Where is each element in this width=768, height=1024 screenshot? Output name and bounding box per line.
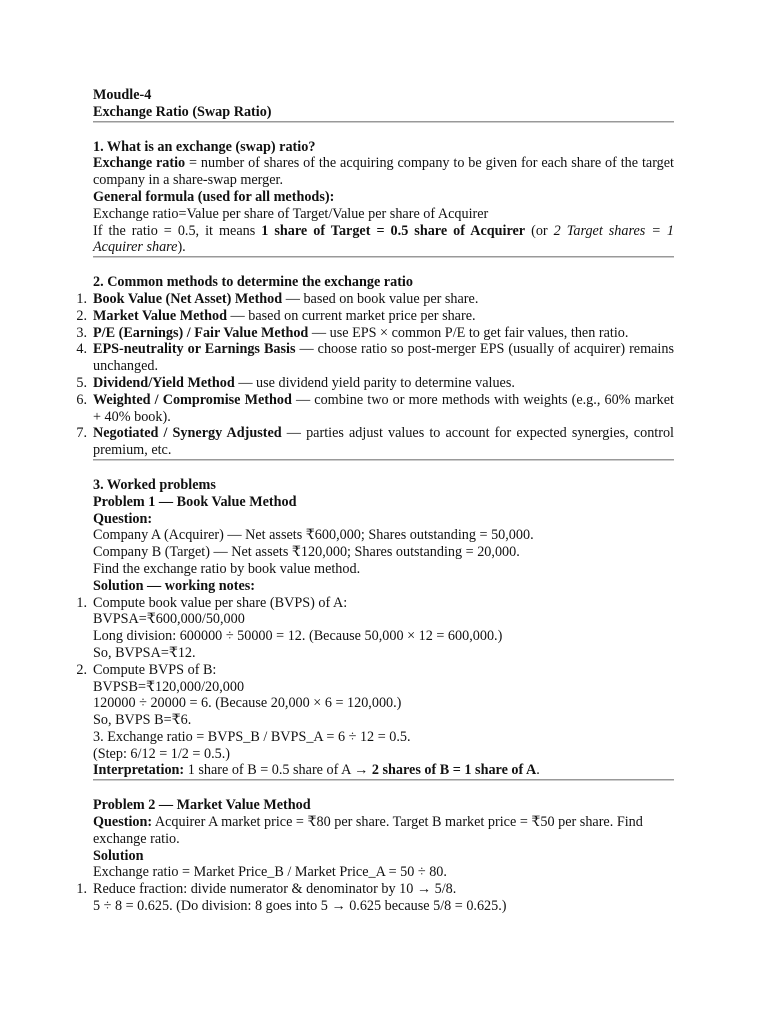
solution-text: 0.625 because 5/8 = 0.625.): [345, 898, 507, 915]
interpretation-label: Interpretation:: [93, 762, 185, 779]
divider: [93, 256, 674, 258]
list-number: 4.: [76, 341, 87, 358]
problem-2-question-label: Question:: [93, 814, 153, 831]
method-desc: — choose ratio so post-merger EPS (usually of acquirer) remains unchanged.: [93, 341, 674, 375]
problem-1-question-line: Find the exchange ratio by book value method.: [93, 560, 361, 577]
method-term: Dividend/Yield Method: [93, 374, 235, 391]
arrow-icon: →: [331, 898, 346, 915]
section-3-heading: 3. Worked problems: [93, 476, 216, 493]
example-text-c: (or: [525, 222, 554, 239]
list-item: [76, 374, 674, 392]
example-text-e: ).: [177, 239, 186, 256]
page-title: Exchange Ratio (Swap Ratio): [93, 103, 272, 120]
method-desc: — based on current market price per share.: [226, 307, 476, 324]
section-1-heading: 1. What is an exchange (swap) ratio?: [93, 138, 316, 155]
solution-line: BVPSB=₹120,000/20,000: [93, 678, 245, 695]
list-number: 7.: [76, 425, 87, 442]
example-bold: 1 share of Target = 0.5 share of Acquirer: [261, 222, 526, 239]
list-number: 1.: [76, 290, 87, 307]
method-desc: — parties adjust values to account for expected synergies, control premium, etc.: [93, 425, 674, 459]
problem-2-question: [93, 814, 674, 848]
problem-1-solution-label: Solution — working notes:: [93, 577, 255, 594]
module-label: Moudle-4: [93, 87, 152, 103]
method-term: EPS-neutrality or Earnings Basis: [93, 341, 296, 358]
interpretation-text: 1 share of B = 0.5 share of A: [184, 762, 355, 779]
arrow-icon: →: [416, 881, 432, 898]
solution-text: 5 ÷ 8 = 0.625. (Do division: 8 goes into 5: [93, 898, 332, 915]
formula-heading: General formula (used for all methods):: [93, 188, 335, 205]
step-text: Compute BVPS of B:: [93, 661, 217, 678]
problem-1-question-label: Question:: [93, 510, 153, 527]
example-italic: 2 Target shares = 1 Acquirer share: [93, 222, 674, 256]
solution-step: [76, 661, 674, 679]
problem-2-question-text: Acquirer A market price = ₹80 per share. Target B market price = ₹50 per share. Find exchange ratio.: [93, 814, 643, 847]
list-item: [76, 290, 674, 308]
arrow-icon: →: [354, 762, 369, 779]
method-term: Negotiated / Synergy Adjusted: [93, 425, 282, 442]
method-term: Book Value (Net Asset) Method: [93, 290, 283, 307]
step-text: Compute book value per share (BVPS) of A:: [93, 594, 348, 611]
list-number: 5.: [76, 374, 87, 391]
solution-line: Exchange ratio = Market Price_B / Market Price_A = 50 ÷ 80.: [93, 864, 447, 881]
solution-line: Long division: 600000 ÷ 50000 = 12. (Because 50,000 × 12 = 600,000.): [93, 628, 503, 645]
solution-step: [76, 881, 674, 898]
list-item: [76, 324, 674, 342]
solution-line: 3. Exchange ratio = BVPS_B / BVPS_A = 6 ÷ 12 = 0.5.: [93, 728, 411, 745]
method-term: Weighted / Compromise Method: [93, 391, 292, 408]
divider: [93, 779, 674, 781]
definition-text: = number of shares of the acquiring company to be given for each share of the target company in a share-swap merger.: [93, 155, 674, 189]
list-number: 2.: [76, 661, 87, 678]
interpretation-bold: 2 shares of B = 1 share of A: [368, 762, 537, 779]
solution-line: 120000 ÷ 20000 = 6. (Because 20,000 × 6 = 120,000.): [93, 695, 402, 712]
method-term: P/E (Earnings) / Fair Value Method: [93, 324, 309, 341]
interpretation-end: .: [536, 762, 540, 779]
list-number: 6.: [76, 391, 87, 408]
list-item: [76, 425, 674, 459]
definition-paragraph: [93, 155, 674, 189]
example-paragraph: [93, 223, 674, 257]
definition-term: Exchange ratio: [93, 155, 186, 172]
list-item: [76, 391, 674, 426]
method-desc: — use EPS × common P/E to get fair values, then ratio.: [308, 324, 629, 341]
method-term: Market Value Method: [93, 307, 227, 324]
methods-list: [76, 290, 674, 459]
example-text-a: If the ratio = 0.5, it means: [93, 222, 262, 239]
list-number: 1.: [76, 881, 87, 898]
step-text: Reduce fraction: divide numerator & denominator by 10: [93, 881, 417, 898]
method-desc: — use dividend yield parity to determine values.: [234, 374, 515, 391]
list-number: 3.: [76, 324, 87, 341]
solution-line: So, BVPS B=₹6.: [93, 712, 192, 729]
problem-2-solution-label: Solution: [93, 847, 144, 864]
divider: [93, 121, 674, 123]
formula-text: Exchange ratio=Value per share of Target/Value per share of Acquirer: [93, 205, 489, 222]
problem-1-question-line: Company B (Target) — Net assets ₹120,000; Shares outstanding = 20,000.: [93, 544, 520, 561]
method-desc: — combine two or more methods with weights (e.g., 60% market + 40% book).: [93, 391, 674, 425]
problem-2-title: Problem 2 — Market Value Method: [93, 797, 311, 814]
solution-step: [76, 594, 674, 612]
list-item: [76, 341, 674, 375]
list-number: 1.: [76, 594, 87, 611]
problem-1-title: Problem 1 — Book Value Method: [93, 493, 297, 510]
solution-line: BVPSA=₹600,000/50,000: [93, 611, 245, 628]
solution-line: [93, 898, 674, 915]
section-2-heading: 2. Common methods to determine the exchange ratio: [93, 274, 413, 291]
divider: [93, 459, 674, 461]
step-text: 5/8.: [431, 881, 457, 898]
problem-1-question-line: Company A (Acquirer) — Net assets ₹600,000; Shares outstanding = 50,000.: [93, 527, 534, 544]
solution-line: So, BVPSA=₹12.: [93, 644, 196, 661]
list-item: [76, 307, 674, 325]
solution-line: (Step: 6/12 = 1/2 = 0.5.): [93, 745, 230, 762]
interpretation: [93, 762, 674, 779]
method-desc: — based on book value per share.: [282, 290, 479, 307]
list-number: 2.: [76, 307, 87, 324]
